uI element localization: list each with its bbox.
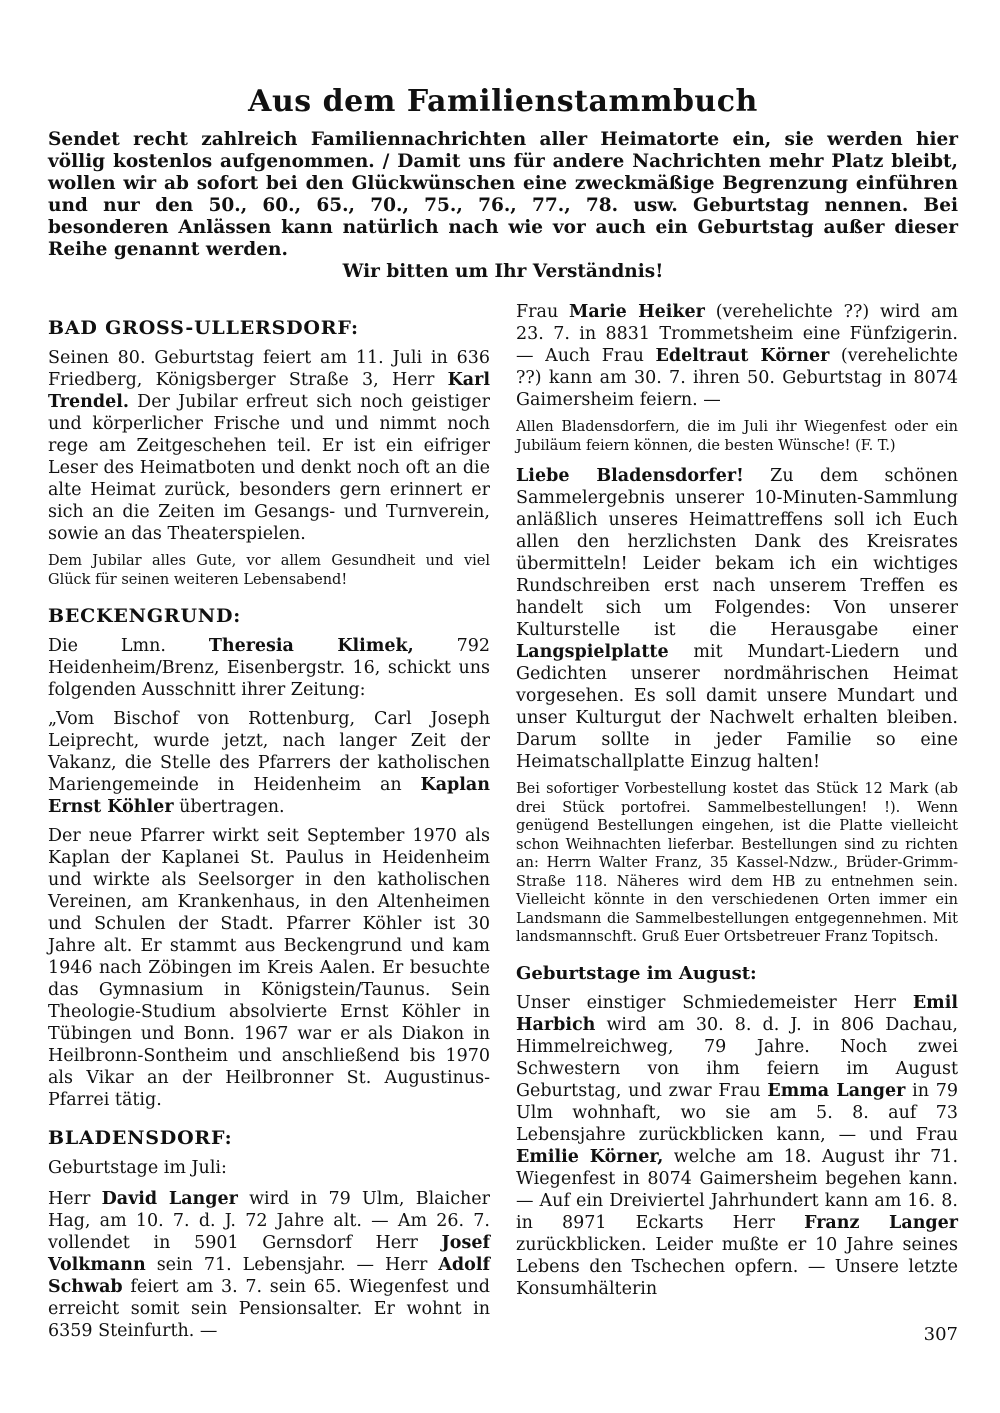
pfarrer-koehler-paragraph: Der neue Pfarrer wirkt seit September 1970 als Kaplan der Kaplanei St. Paulus in Heidenheim und wirkte als Seelsorger in den katholischen Vereinen, am Krankenhaus, in den Altenheimen und Schulen der Stadt. Pfarrer Köhler ist 30 Jahre alt. Er stammt aus Beckengrund und kam 1946 nach Zöbingen im Kreis Aalen. Er besuchte das Gymnasium in Königstein/Taunus. Sein Theologie-Studium absolvierte Ernst Köhler in Tübingen und Bonn. 1967 war er als Diakon in Heilbronn-Sontheim und anschließend bis 1970 als Vikar an der Heilbronner St. Augustinus-Pfarrei tätig. [48,826,490,1110]
bladensdorfer-wishes-note: Allen Bladensdorfern, die im Juli ihr Wiegenfest oder ein Jubiläum feiern können, die besten Wünsche! (F. T.) [516,419,958,454]
karl-trendel-paragraph: Seinen 80. Geburtstag feiert am 11. Juli in 636 Friedberg, Königsberger Straße 3, Herr Karl Trendel. Der Jubilar erfreut sich noch geistiger und körperlicher Frische und und nimmt noch rege am Zeitgeschehen teil. Er ist ein eifriger Leser des Heimatboten und denkt noch oft an die alte Heimat zurück, besonders gern erinnert er sich an die Zeiten im Gesangs- und Turnverein, sowie an das Theaterspielen. [48,348,490,544]
vorbestellung-note: Bei sofortiger Vorbestellung kostet das Stück 12 Mark (ab drei Stück portofrei. Sammelbestellungen! !). Wenn genügend Bestellungen eingehen, ist die Platte vielleicht schon Weihnachten lieferbar. Bestellungen sind zu richten an: Herrn Walter Franz, 35 Kassel-Ndzw., Brüder-Grimm-Straße 118. Näheres wird dem HB zu entnehmen sein. Vielleicht könnte in den verschiedenen Orten immer ein Landsmann die Sammelbestellungen entgegennehmen. Mit landsmannschft. Gruß Euer Ortsbetreuer Franz Topitsch. [516,781,958,945]
intro-closing-line: Wir bitten um Ihr Verständnis! [342,261,664,282]
section-heading-geburtstage-august: Geburtstage im August: [516,962,757,984]
marie-heiker-paragraph: Frau Marie Heiker (verehelichte ??) wird am 23. 7. in 8831 Trommetsheim eine Fünfzigerin. — Auch Frau Edeltraut Körner (verehelichte ??) kann am 30. 7. ihren 50. Geburtstag in 8074 Gaimersheim feiern. — [516,302,958,410]
jubilar-wishes-note: Dem Jubilar alles Gute, vor allem Gesundheit und viel Glück für seinen weiteren Lebensabend! [48,553,490,588]
section-heading-bladensdorf: BLADENSDORF: [48,1127,233,1149]
intro-paragraph: Sendet recht zahlreich Familiennachrichten aller Heimatorte ein, sie werden hier völlig kostenlos aufgenommen. / Damit uns für andere Nachrichten mehr Platz bleibt, wollen wir ab sofort bei den Glückwünschen eine zweckmäßige Begrenzung einführen und nur den 50., 60., 65., 70., 75., 76., 77., 78. usw. Geburtstag nennen. Bei besonderen Anlässen kann natürlich nach wie vor auch ein Geburtstag außer dieser Reihe genannt werden. [48,129,958,260]
page-title: Aus dem Familienstammbuch [248,84,758,119]
section-heading-beckengrund: BECKENGRUND: [48,605,242,627]
two-column-layout [48,301,958,1349]
right-column [516,301,958,1349]
page-number: 307 [923,1323,958,1345]
juli-birthdays-paragraph: Herr David Langer wird in 79 Ulm, Blaicher Hag, am 10. 7. d. J. 72 Jahre alt. — Am 26. 7. vollendet in 5901 Gernsdorf Herr Josef Volkmann sein 71. Lebensjahr. — Herr Adolf Schwab feiert am 3. 7. sein 65. Wiegenfest und erreicht somit sein Pensionsalter. Er wohnt in 6359 Steinfurth. — [48,1189,490,1341]
bischof-rottenburg-paragraph: „Vom Bischof von Rottenburg, Carl Joseph Leiprecht, wurde jetzt, nach langer Zeit der Vakanz, die Stelle des Pfarrers der katholischen Mariengemeinde in Heidenheim an Kaplan Ernst Köhler übertragen. [48,709,490,817]
theresia-klimek-paragraph: Die Lmn. Theresia Klimek, 792 Heidenheim/Brenz, Eisenbergstr. 16, schickt uns folgenden Ausschnitt ihrer Zeitung: [48,636,490,700]
geburtstage-juli-subheading: Geburtstage im Juli: [48,1158,227,1178]
left-column [48,301,490,1349]
august-birthdays-paragraph: Unser einstiger Schmiedemeister Herr Emil Harbich wird am 30. 8. d. J. in 806 Dachau, Himmelreichweg, 79 Jahre. Noch zwei Schwestern von ihm feiern im August Geburtstag, und zwar Frau Emma Langer in 79 Ulm wohnhaft, wo sie am 5. 8. auf 73 Lebensjahre zurückblicken kann, — und Frau Emilie Körner, welche am 18. August ihr 71. Wiegenfest in 8074 Gaimersheim begehen kann. — Auf ein Dreiviertel Jahrhundert kann am 16. 8. in 8971 Eckarts Herr Franz Langer zurückblicken. Leider mußte er 10 Jahre seines Lebens den Tschechen opfern. — Unsere letzte Konsumhälterin [516,992,959,1299]
section-heading-bad-gross-ullersdorf: BAD GROSS-ULLERSDORF: [48,317,359,339]
liebe-bladensdorfer-paragraph: Liebe Bladensdorfer! Zu dem schönen Sammelergebnis unserer 10-Minuten-Sammlung anläßlich unseres Heimattreffens soll ich Euch allen den herzlichsten Dank des Kreisrates übermitteln! Leider bekam ich ein wichtiges Rundschreiben erst nach unserem Treffen es handelt sich um Folgendes: Von unserer Kulturstelle ist die Herausgabe einer Langspielplatte mit Mundart-Liedern und Gedichten unserer nordmährischen Heimat vorgesehen. Es soll damit unsere Mundart und unser Kulturgut der Nachwelt erhalten bleiben. Darum sollte in jeder Familie so eine Heimatschallplatte Einzug halten! [516,466,959,772]
